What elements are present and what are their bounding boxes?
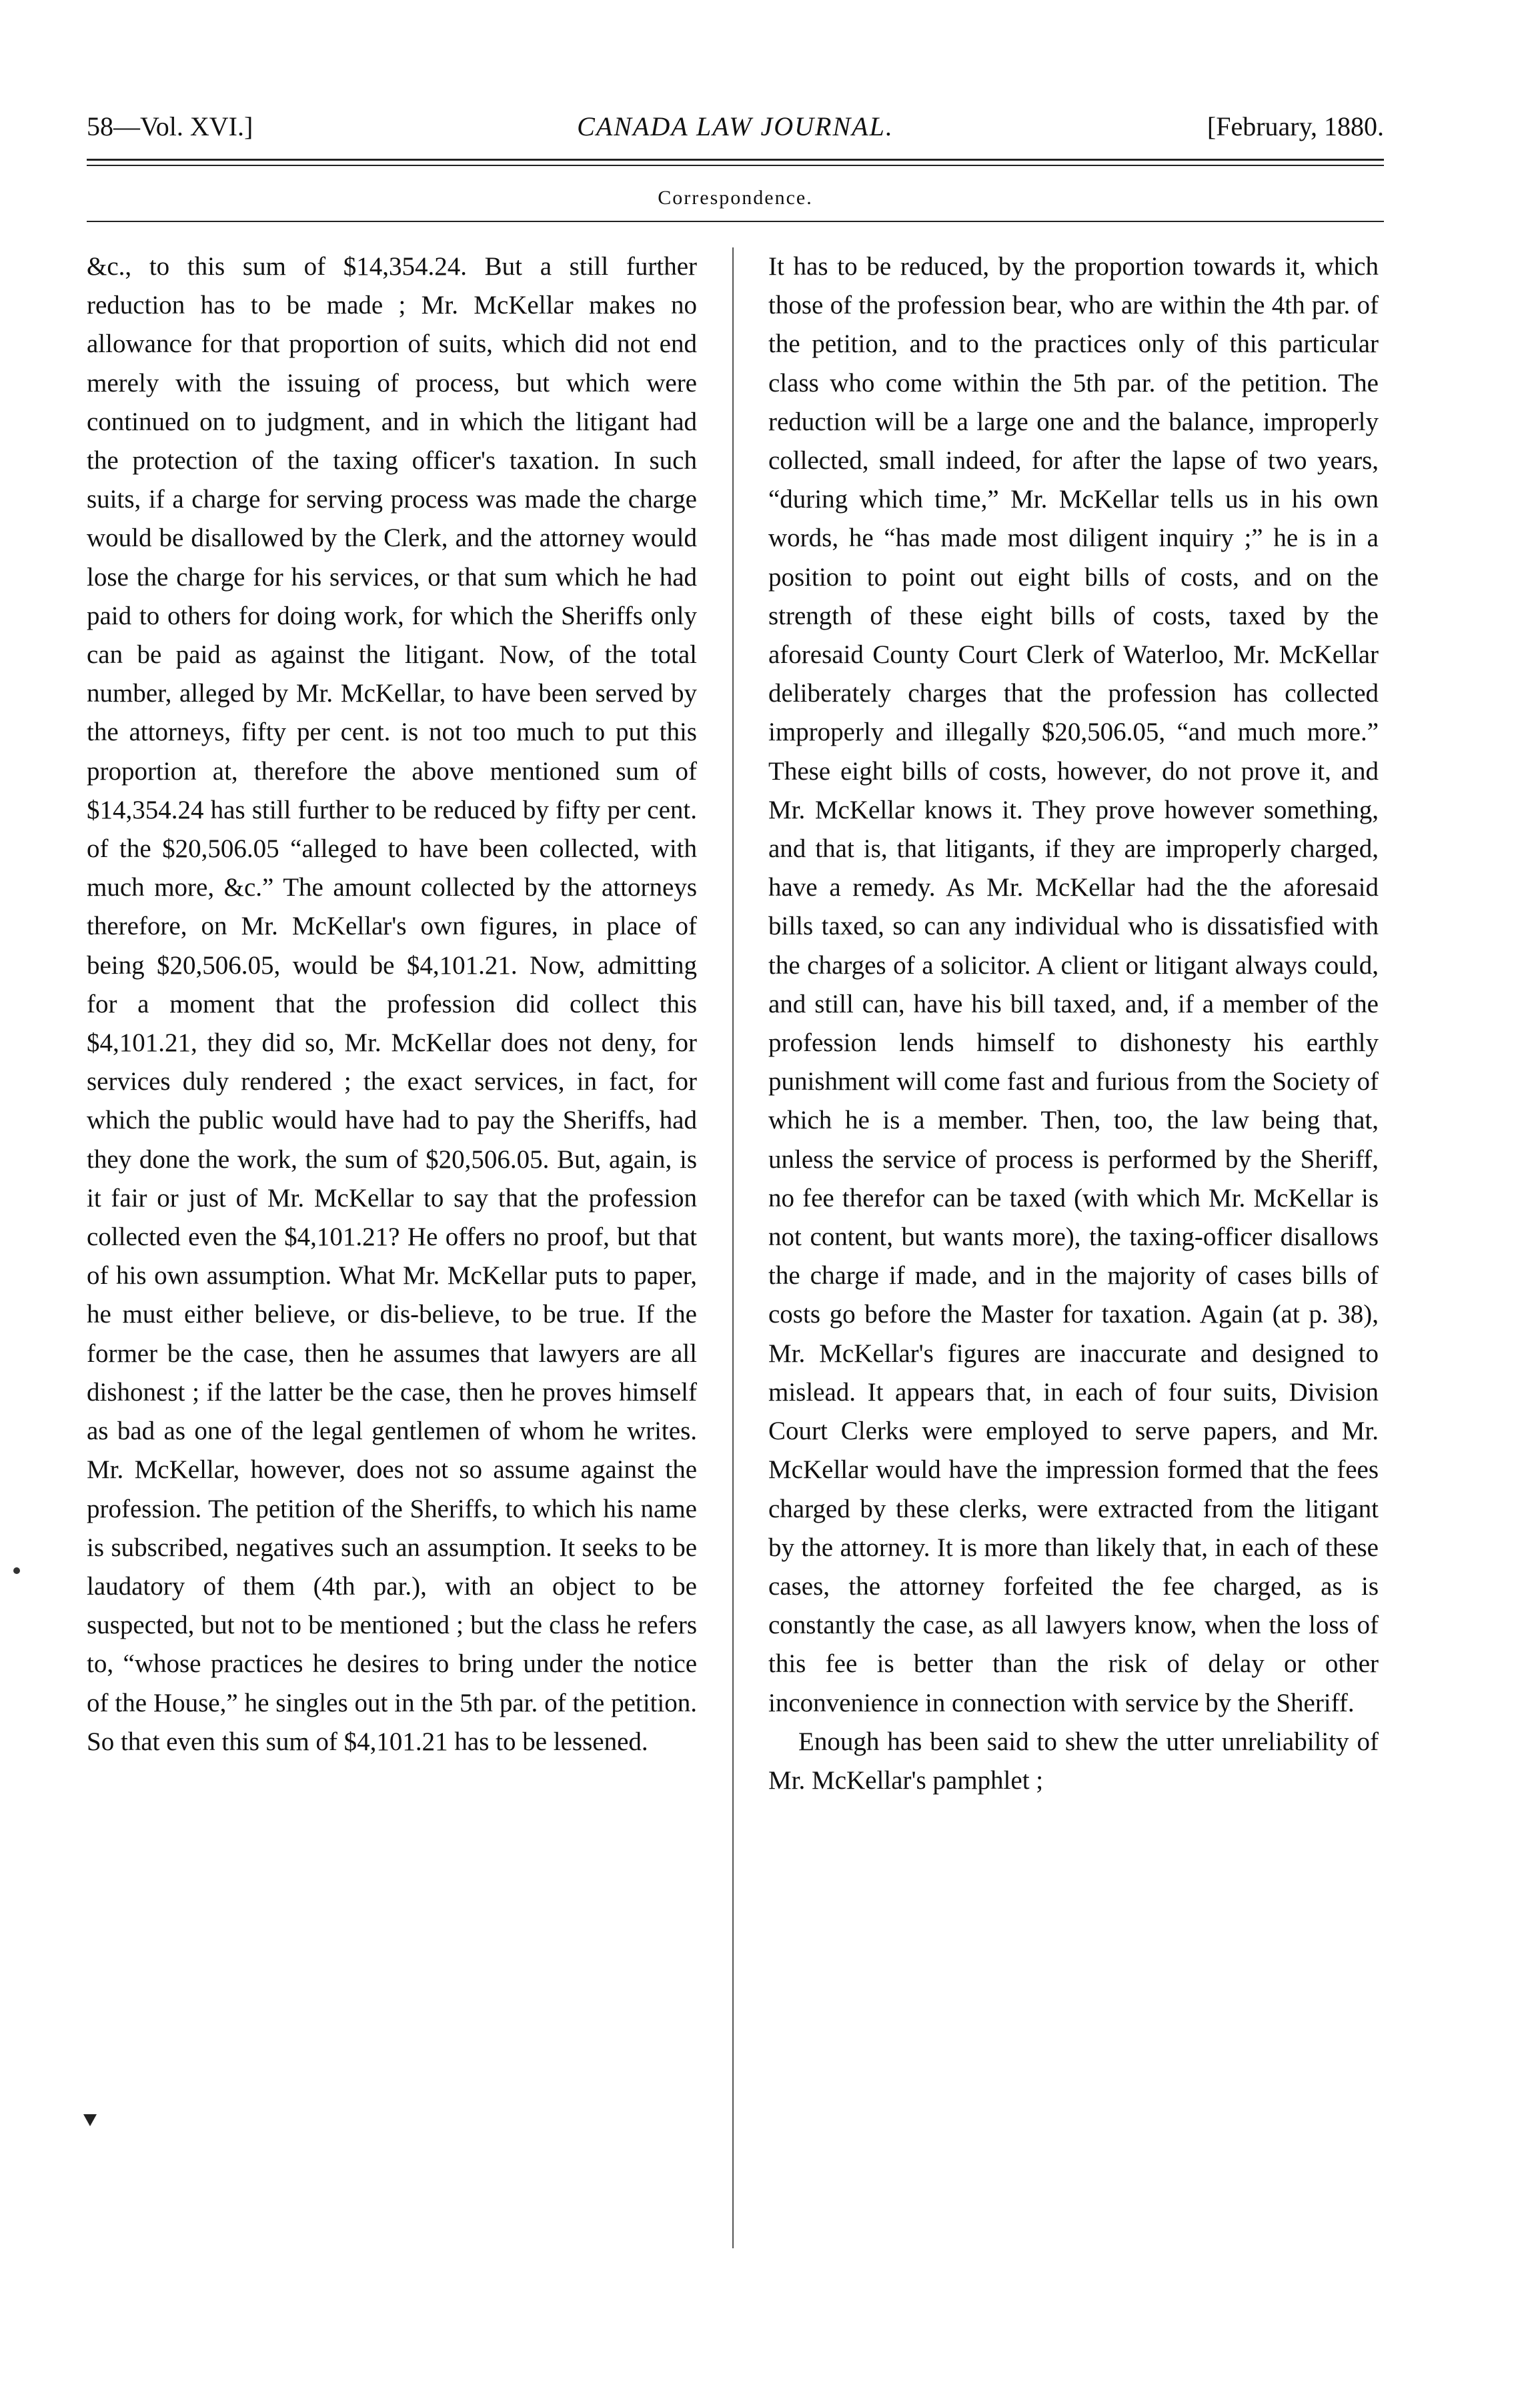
right-paragraph-2: Enough has been said to shew the utter unreliability of Mr. McKellar's pamphlet ; — [768, 1727, 1379, 1795]
column-divider — [732, 247, 734, 2248]
two-column-body — [87, 247, 1384, 2262]
journal-page — [87, 100, 1384, 2301]
section-rule — [87, 221, 1384, 222]
section-title: Correspondence. — [658, 187, 813, 209]
running-header — [87, 100, 1384, 153]
margin-arrow-mark — [83, 2114, 97, 2126]
header-double-rule — [87, 159, 1384, 166]
page-volume-label: 58—Vol. XVI.] — [87, 111, 253, 141]
margin-dot-mark — [13, 1567, 20, 1574]
left-column — [87, 247, 697, 1761]
right-paragraph-1: It has to be reduced, by the proportion towards it, which those of the profession bear, who are within the 4th par. of the petition, and to the practices only of this particular class who come within the 5th par. of the petition. The reduction will be a large one and the balance, improperly collected, small indeed, for after the lapse of two years, “during which time,” Mr. McKellar tells us in his own words, he “has made most diligent inquiry ;” he is in a position to point out eight bills of costs, and on the strength of these eight bills of costs, taxed by the aforesaid County Court Clerk of Waterloo, Mr. McKellar deliberately charges that the profession has collected improperly and illegally $20,506.05, “and much more.” These eight bills of costs, however, do not prove it, and Mr. McKellar knows it. They prove however something, and that is, that litigants, if they are improperly charged, have a remedy. As Mr. McKellar had the the aforesaid bills taxed, so can any individual who is dissatisfied with the charges of a solicitor. A client or litigant always could, and still can, have his bill taxed, and, if a member of the profession lends himself to dishonesty his earthly punishment will come fast and furious from the Society of which he is a member. Then, too, the law being that, unless the service of process is performed by the Sheriff, no fee therefor can be taxed (with which Mr. McKellar is not content, but wants more), the taxing-officer disallows the charge if made, and in the majority of cases bills of costs go before the Master for taxation. Again (at p. 38), Mr. McKellar's figures are inaccurate and designed to mislead. It appears that, in each of four suits, Division Court Clerks were employed to serve papers, and Mr. McKellar would have the impression formed that the fees charged by these clerks, were extracted from the litigant by the attorney. It is more than likely that, in each of these cases, the attorney forfeited the fee charged, as is constantly the case, as all lawyers know, when the loss of this fee is better than the risk of delay or other inconvenience in connection with service by the Sheriff. — [768, 252, 1379, 1717]
journal-title: CANADA LAW JOURNAL. — [577, 111, 894, 141]
issue-date: [February, 1880. — [1207, 111, 1384, 141]
right-column — [768, 247, 1379, 1800]
left-paragraph-1: &c., to this sum of $14,354.24. But a still further reduction has to be made ; Mr. McKellar makes no allowance for that proportion of suits, which did not end merely with the issuing of process, but which were continued on to judgment, and in which the litigant had the protection of the taxing officer's taxation. In such suits, if a charge for serving process was made the charge would be disallowed by the Clerk, and the attorney would lose the charge for his services, or that sum which he had paid to others for doing work, for which the Sheriffs only can be paid as against the litigant. Now, of the total number, alleged by Mr. McKellar, to have been served by the attorneys, fifty per cent. is not too much to put this proportion at, therefore the above mentioned sum of $14,354.24 has still further to be reduced by fifty per cent. of the $20,506.05 “alleged to have been collected, with much more, &c.” The amount collected by the attorneys therefore, on Mr. McKellar's own figures, in place of being $20,506.05, would be $4,101.21. Now, admitting for a moment that the profession did collect this $4,101.21, they did so, Mr. McKellar does not deny, for services duly rendered ; the exact services, in fact, for which the public would have had to pay the Sheriffs, had they done the work, the sum of $20,506.05. But, again, is it fair or just of Mr. McKellar to say that the profession collected even the $4,101.21? He offers no proof, but that of his own assumption. What Mr. McKellar puts to paper, he must either believe, or dis-believe, to be true. If the former be the case, then he assumes that lawyers are all dishonest ; if the latter be the case, then he proves himself as bad as one of the legal gentlemen of whom he writes. Mr. McKellar, however, does not so assume against the profession. The petition of the Sheriffs, to which his name is subscribed, negatives such an assumption. It seeks to be laudatory of them (4th par.), with an object to be suspected, but not to be mentioned ; but the class he refers to, “whose practices he desires to bring under the notice of the House,” he singles out in the 5th par. of the petition. So that even this sum of $4,101.21 has to be lessened. — [87, 252, 697, 1756]
